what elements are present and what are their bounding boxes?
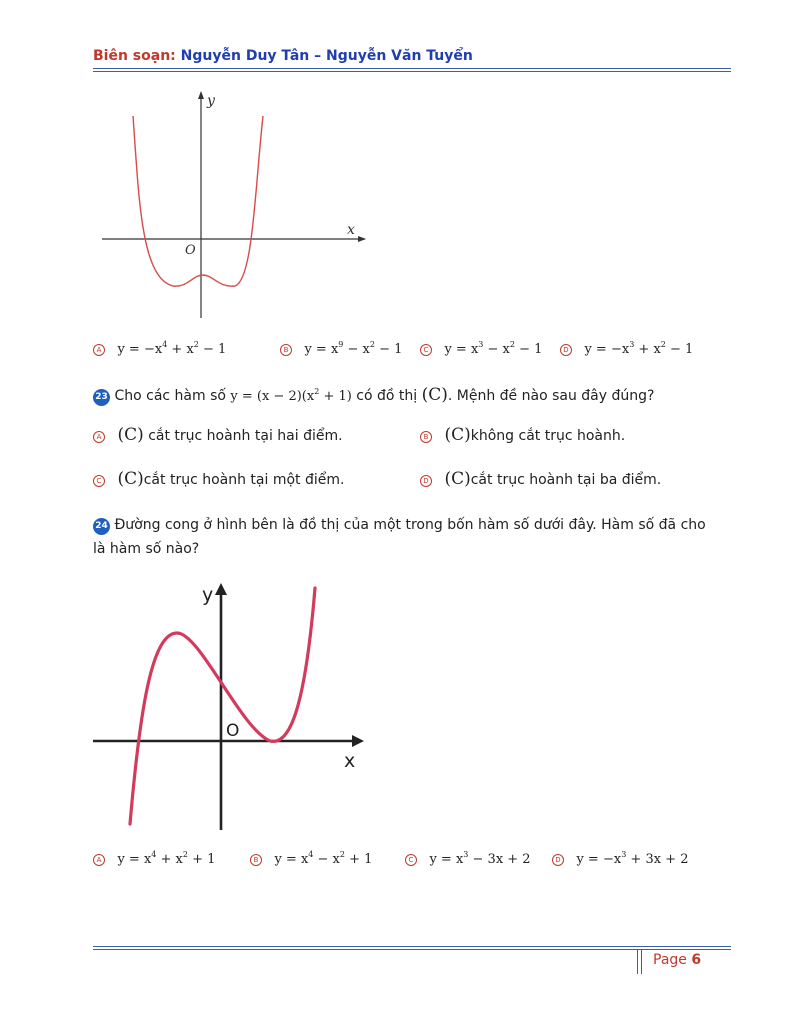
q24-option-d[interactable] [552,850,688,867]
q23-text-1: Cho các hàm số [114,388,226,404]
q23-option-c[interactable] [93,469,344,489]
q23-question [93,380,654,409]
q22-option-b-formula: $y = x^9 - x^2 - 1$ [304,340,403,357]
graph-1-curve [133,116,263,286]
graph-2-x-label: x [344,750,356,772]
q24-option-b[interactable] [250,850,372,867]
q24-option-c-formula: $y = x^3 - 3x + 2$ [429,850,531,867]
graph-1-x-label: x [347,222,355,238]
graph-1-y-arrow [198,91,204,99]
q23-option-d-text: cắt trục hoành tại ba điểm. [470,472,662,488]
q23-option-a-curve: (C) [117,425,144,445]
q23-option-a[interactable] [93,425,343,445]
q23-curve: (C) [421,385,448,405]
question-number-badge: 23 [93,389,110,406]
question-number-badge: 24 [93,518,110,535]
q24-question [93,513,706,537]
q23-option-c-curve: (C) [117,469,144,489]
option-letter-icon: A [93,344,105,356]
option-letter-icon: B [250,854,262,866]
option-letter-icon: B [420,431,432,443]
graph-1-x-arrow [358,236,366,242]
q24-option-c[interactable] [405,850,531,867]
q23-option-d-curve: (C) [444,469,471,489]
footer-rule-top [93,946,731,947]
q24-line-2: là hàm số nào? [93,541,200,557]
q22-option-c[interactable] [420,340,542,357]
graph-2 [90,578,370,833]
option-letter-icon: D [420,475,432,487]
header-title [93,48,473,64]
q24-option-b-formula: $y = x^4 - x^2 + 1$ [274,850,373,867]
q24-line-1: Đường cong ở hình bên là đồ thị của một trong bốn hàm số dưới đây. Hàm số đã cho [114,517,706,533]
q23-text-3: . Mệnh đề nào sau đây đúng? [447,388,655,404]
option-letter-icon: A [93,854,105,866]
graph-2-x-arrow [352,735,364,747]
q23-option-b[interactable] [420,425,625,445]
q23-option-a-text: cắt trục hoành tại hai điểm. [148,428,343,444]
header-label: Biên soạn: [93,48,176,64]
graph-2-y-label: y [202,584,214,606]
header-rule-bottom [93,71,731,72]
q22-option-c-formula: $y = x^3 - x^2 - 1$ [444,340,543,357]
q22-option-a-formula: $y = -x^4 + x^2 - 1$ [117,340,227,357]
page-label: Page [653,952,687,968]
q22-option-d[interactable] [560,340,693,357]
option-letter-icon: D [552,854,564,866]
graph-1-y-label: y [207,93,215,109]
graph-2-origin-label: O [226,721,240,741]
footer-vbar [637,950,642,974]
q23-option-c-text: cắt trục hoành tại một điểm. [143,472,345,488]
option-letter-icon: A [93,431,105,443]
footer-rule-bottom [93,949,731,950]
option-letter-icon: C [93,475,105,487]
header-rule-top [93,68,731,69]
q22-option-a[interactable] [93,340,226,357]
option-letter-icon: B [280,344,292,356]
graph-2-y-arrow [215,583,227,595]
q23-option-b-curve: (C) [444,425,471,445]
option-letter-icon: C [420,344,432,356]
option-letter-icon: C [405,854,417,866]
q22-option-d-formula: $y = -x^3 + x^2 - 1$ [584,340,694,357]
graph-1-origin-label: O [185,243,196,258]
q24-option-d-formula: $y = -x^3 + 3x + 2$ [576,850,689,867]
q24-option-a-formula: $y = x^4 + x^2 + 1$ [117,850,216,867]
q23-option-b-text: không cắt trục hoành. [470,428,626,444]
q24-option-a[interactable] [93,850,215,867]
option-letter-icon: D [560,344,572,356]
page-number [653,952,701,968]
q22-option-b[interactable] [280,340,402,357]
page-number-value: 6 [691,952,702,968]
q23-formula: $y = (x - 2)(x^2 + 1)$ [230,387,352,404]
graph-1 [95,88,375,323]
q23-option-d[interactable] [420,469,661,489]
q23-text-2: có đồ thị [356,388,418,404]
header-authors: Nguyễn Duy Tân – Nguyễn Văn Tuyển [180,48,473,64]
graph-2-curve [130,588,315,824]
